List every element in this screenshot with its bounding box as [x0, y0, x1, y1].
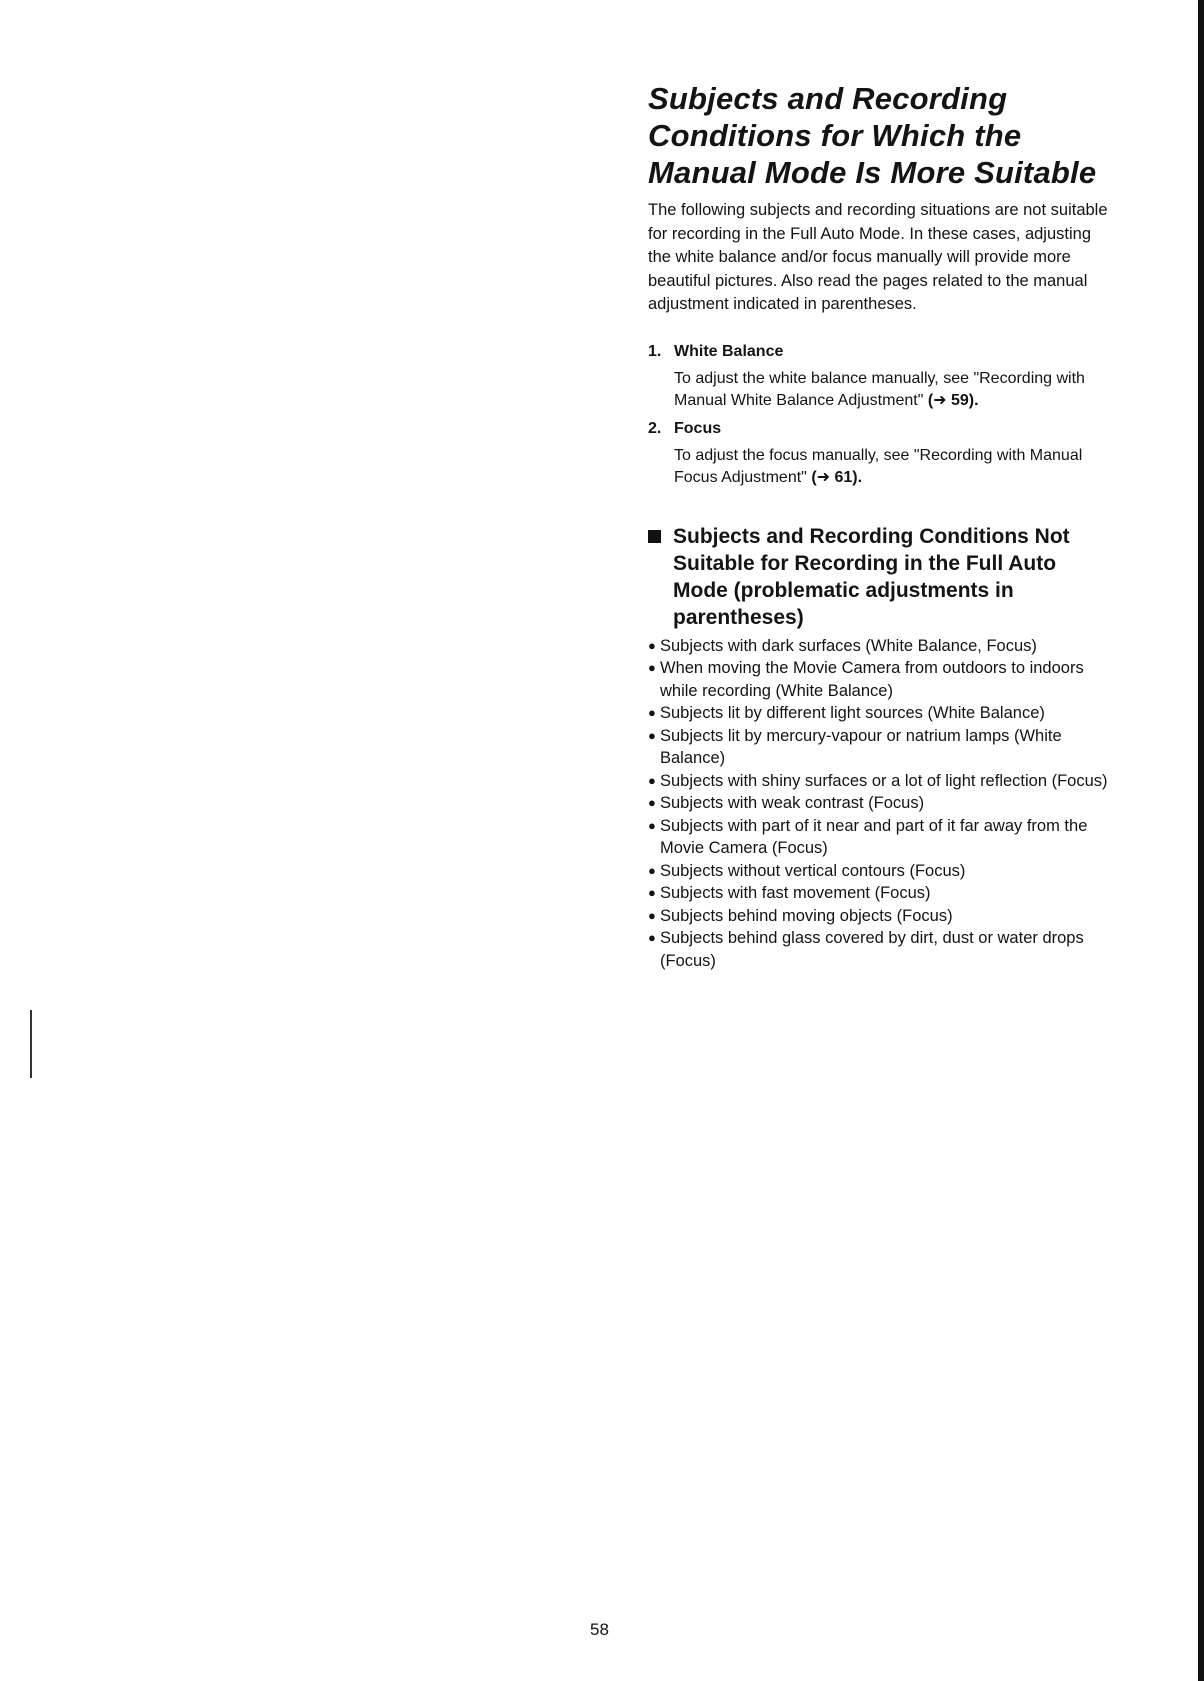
square-bullet-icon [648, 530, 661, 543]
list-item [648, 882, 1108, 905]
page-number: 58 [590, 1620, 609, 1639]
list-item [648, 702, 1108, 725]
list-item-text: Subjects behind moving objects (Focus) [660, 906, 953, 925]
bullet-dot-icon: ● [648, 727, 656, 743]
list-item-text: When moving the Movie Camera from outdoors to indoors while recording (White Balance) [660, 659, 1084, 700]
step-item [648, 418, 1108, 489]
list-item-text: Subjects lit by mercury-vapour or natrium lamps (White Balance) [660, 726, 1062, 767]
page-reference: (➜ 61). [811, 468, 863, 486]
scan-margin-mark [30, 1010, 32, 1078]
bullet-dot-icon: ● [648, 772, 656, 788]
section-heading [648, 523, 1108, 631]
bullet-dot-icon: ● [648, 795, 656, 810]
page-reference: (➜ 59). [927, 391, 979, 409]
list-item-text: Subjects with weak contrast (Focus) [660, 794, 925, 812]
bullet-dot-icon: ● [648, 885, 656, 900]
bullet-dot-icon: ● [648, 930, 656, 945]
list-item-text: Subjects behind glass covered by dirt, dust or water drops (Focus) [660, 929, 1084, 970]
list-item-text: Subjects without vertical contours (Focus) [660, 861, 966, 880]
bullet-dot-icon: ● [648, 817, 656, 833]
list-item [648, 635, 1108, 658]
list-item-text: Subjects lit by different light sources (White Balance) [660, 704, 1045, 722]
list-item [648, 927, 1108, 972]
step-title: Focus [674, 419, 722, 437]
list-item-text: Subjects with dark surfaces (White Balance, Focus) [660, 636, 1037, 655]
step-text [674, 445, 1108, 489]
scan-edge-bar [1198, 0, 1204, 1681]
step-text [674, 368, 1108, 412]
list-item [648, 815, 1108, 860]
step-description: To adjust the focus manually, see "Recording with Manual Focus Adjustment" [674, 446, 1083, 486]
bullet-dot-icon: ● [648, 660, 656, 675]
bullet-dot-icon: ● [648, 637, 656, 653]
list-item [648, 770, 1108, 793]
section-title: Subjects and Recording Conditions Not Suitable for Recording in the Full Auto Mode (problematic adjustments in parentheses) [673, 524, 1070, 629]
list-item [648, 905, 1108, 928]
list-item [648, 725, 1108, 770]
step-description: To adjust the white balance manually, see "Recording with Manual White Balance Adjustment" [674, 369, 1085, 409]
step-heading [648, 341, 1108, 363]
list-item-text: Subjects with part of it near and part of it far away from the Movie Camera (Focus) [660, 816, 1088, 857]
list-item-text: Subjects with fast movement (Focus) [660, 884, 931, 902]
list-item [648, 860, 1108, 883]
intro-paragraph: The following subjects and recording situations are not suitable for recording in the Full Auto Mode. In these cases, adjusting the white balance and/or focus manually will provide more beautiful pictures. Also read the pages related to the manual adjustment indicated in parentheses. [648, 201, 1108, 313]
content-column [648, 80, 1108, 972]
step-title: White Balance [674, 342, 784, 360]
step-number: 1. [648, 342, 662, 360]
list-item [648, 792, 1108, 815]
list-item-text: Subjects with shiny surfaces or a lot of light reflection (Focus) [660, 771, 1108, 790]
step-item [648, 341, 1108, 412]
conditions-list [648, 635, 1108, 973]
bullet-dot-icon: ● [648, 862, 656, 878]
step-heading [648, 418, 1108, 440]
bullet-dot-icon: ● [648, 907, 656, 923]
page-title: Subjects and Recording Conditions for Which the Manual Mode Is More Suitable [648, 81, 1097, 190]
step-number: 2. [648, 419, 662, 437]
list-item [648, 657, 1108, 702]
bullet-dot-icon: ● [648, 705, 656, 720]
steps-list [648, 341, 1108, 489]
